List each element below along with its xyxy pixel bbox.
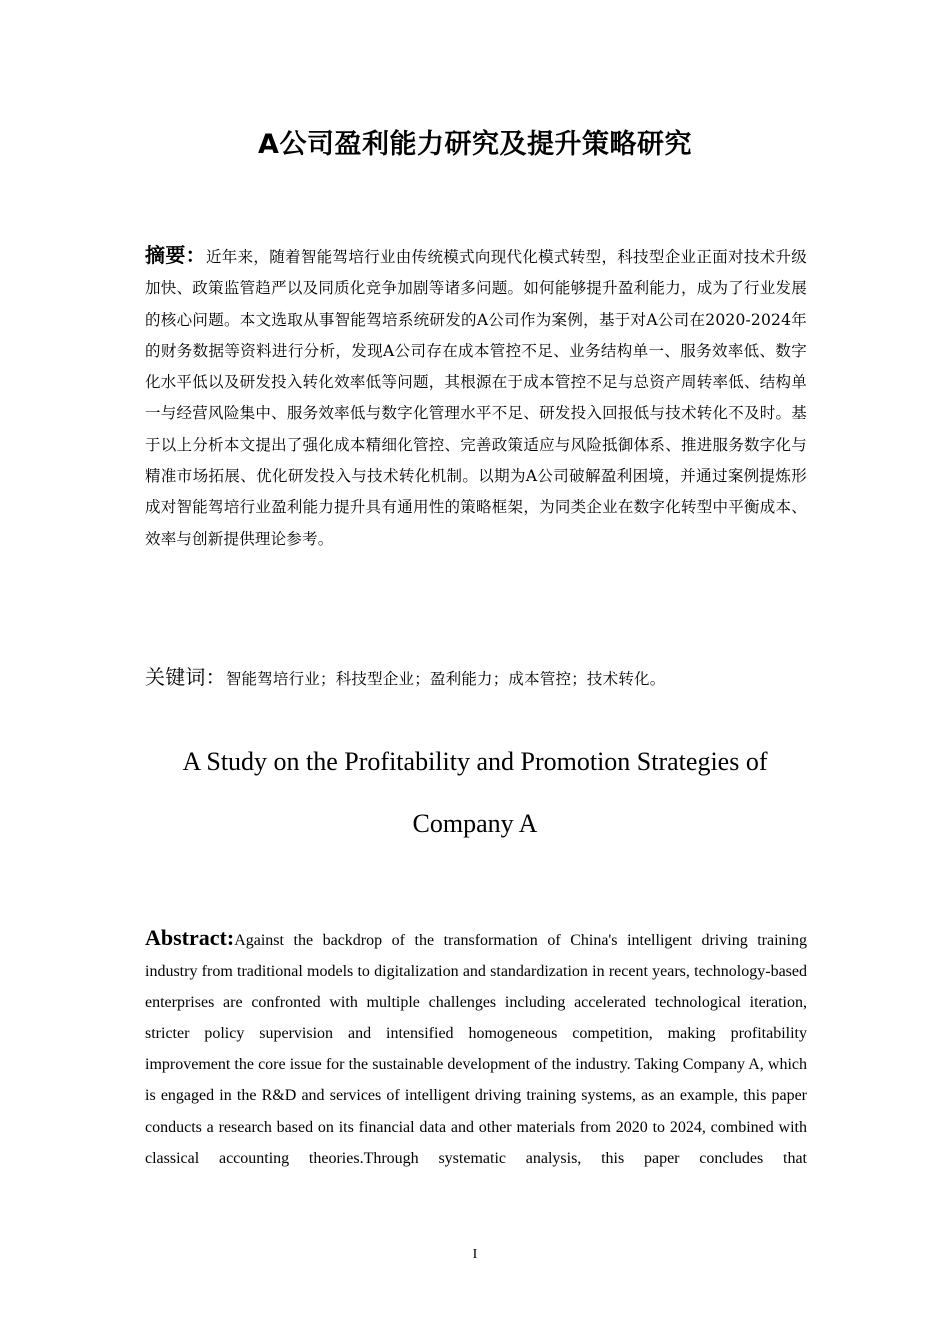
- english-abstract-text: Against the backdrop of the transformation of China's intelligent driving training industry from traditional models to digitalization and standardization in recent years, technology-based enterprises are confronted with multiple challenges including accelerated technological iteration, stricter policy supervision and intensified homogeneous competition, making profitability improvement the core issue for the sustainable development of the industry. Taking Company A, which is engaged in the R&D and services of intelligent driving training systems, as an example, this paper conducts a research based on its financial data and other materials from 2020 to 2024, combined with classical accounting theories.Through systematic analysis, this paper concludes that: [145, 932, 807, 1167]
- chinese-keywords: [145, 662, 807, 695]
- english-abstract-label: Abstract:: [145, 925, 235, 950]
- page-number: I: [472, 1247, 478, 1262]
- english-title: [145, 731, 805, 855]
- chinese-keywords-text: 智能驾培行业；科技型企业；盈利能力；成本管控；技术转化。: [225, 670, 666, 688]
- english-title-line-2: Company A: [412, 809, 538, 838]
- chinese-keywords-label: 关键词：: [145, 665, 226, 689]
- chinese-abstract-text: 近年来，随着智能驾培行业由传统模式向现代化模式转型，科技型企业正面对技术升级加快、政策监管趋严以及同质化竞争加剧等诸多问题。如何能够提升盈利能力，成为了行业发展的核心问题。本文选取从事智能驾培系统研发的A公司作为案例，基于对A公司在2020-2024年的财务数据等资料进行分析，发现A公司存在成本管控不足、业务结构单一、服务效率低、数字化水平低以及研发投入转化效率低等问题，其根源在于成本管控不足与总资产周转率低、结构单一与经营风险集中、服务效率低与数字化管理水平不足、研发投入回报低与技术转化不及时。基于以上分析本文提出了强化成本精细化管控、完善政策适应与风险抵御体系、推进服务数字化与精准市场拓展、优化研发投入与技术转化机制。以期为A公司破解盈利困境，并通过案例提炼形成对智能驾培行业盈利能力提升具有通用性的策略框架，为同类企业在数字化转型中平衡成本、效率与创新提供理论参考。: [145, 248, 807, 548]
- chinese-abstract: [145, 240, 807, 555]
- chinese-title: A公司盈利能力研究及提升策略研究: [258, 129, 692, 160]
- english-title-line-1: A Study on the Profitability and Promotion Strategies of: [182, 747, 768, 776]
- chinese-abstract-label: 摘要：: [145, 243, 206, 267]
- english-abstract: [145, 922, 807, 1174]
